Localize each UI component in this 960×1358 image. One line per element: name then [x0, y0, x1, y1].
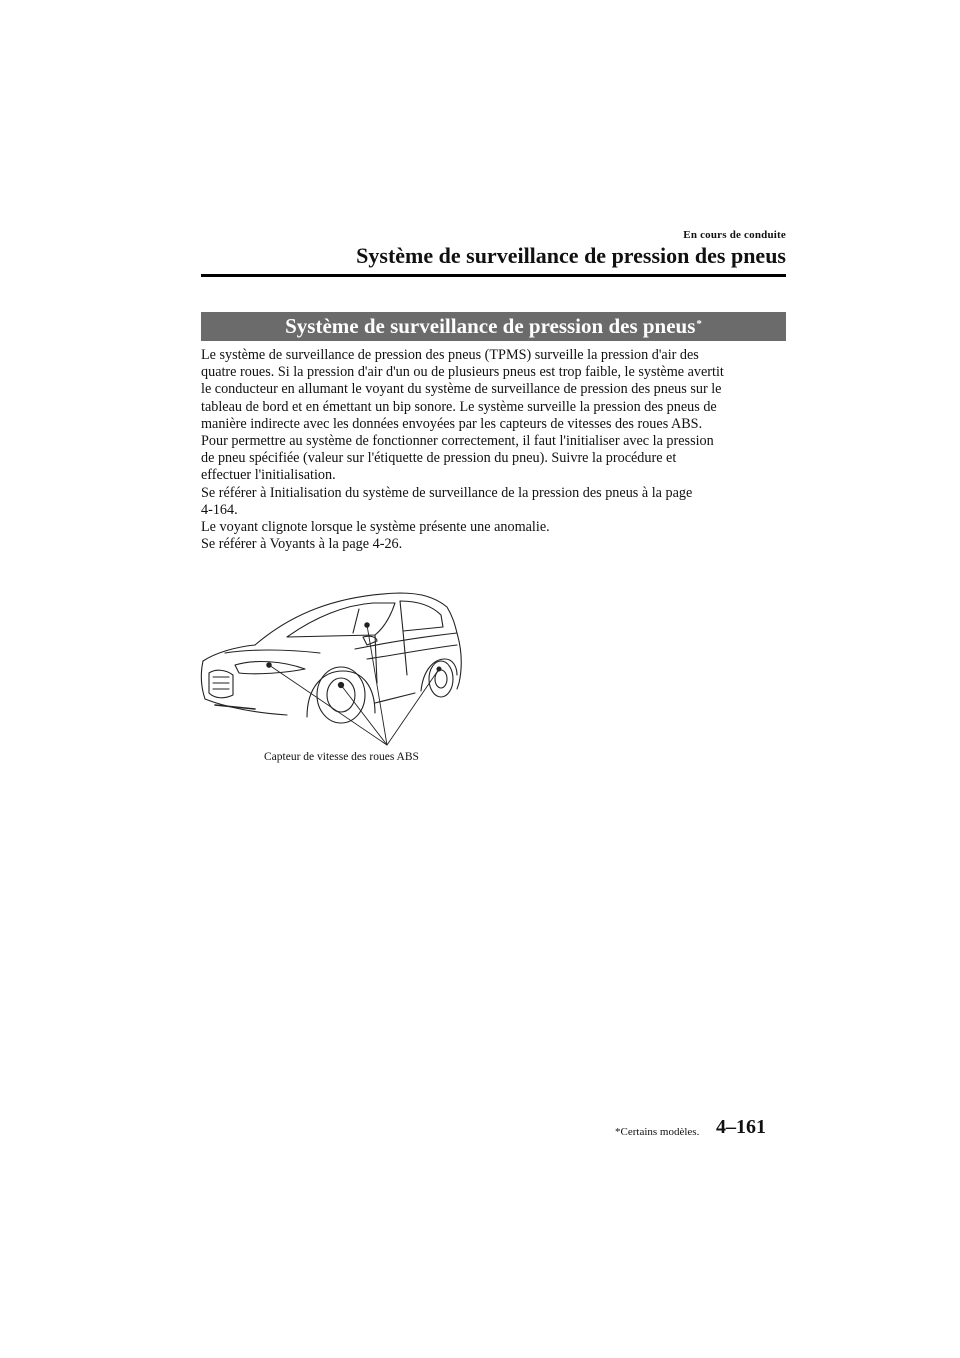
figure-caption: Capteur de vitesse des roues ABS [264, 751, 419, 763]
body-line: de pneu spécifiée (valeur sur l'étiquette de pression du pneu). Suivre la procédure et [201, 450, 677, 467]
running-header-title: Système de surveillance de pression des pneus [356, 243, 786, 268]
section-title-banner [201, 312, 786, 341]
optional-equipment-marker: * [696, 317, 702, 330]
body-paragraph [201, 347, 791, 553]
body-line: tableau de bord et en émettant un bip sonore. Le système surveille la pression des pneus de [201, 398, 717, 415]
header-divider [201, 274, 786, 277]
car-abs-sensor-illustration [195, 575, 475, 750]
body-line: manière indirecte avec les données envoyées par les capteurs de vitesses des roues ABS. [201, 415, 703, 432]
body-line: quatre roues. Si la pression d'air d'un ou de plusieurs pneus est trop faible, le système avertit [201, 364, 724, 381]
body-line: Le système de surveillance de pression des pneus (TPMS) surveille la pression d'air des [201, 347, 699, 363]
body-line: effectuer l'initialisation. [201, 467, 336, 484]
footnote-certain-models: *Certains modèles. [615, 1126, 700, 1138]
body-line: Le voyant clignote lorsque le système présente une anomalie. [201, 519, 550, 536]
body-line: 4-164. [201, 501, 238, 518]
running-header-kicker: En cours de conduite [683, 229, 786, 241]
body-line: Se référer à Initialisation du système de surveillance de la pression des pneus à la page [201, 484, 693, 501]
body-line: Pour permettre au système de fonctionner correctement, il faut l'initialiser avec la pression [201, 433, 714, 450]
page-number: 4–161 [716, 1116, 766, 1138]
body-line: le conducteur en allumant le voyant du système de surveillance de pression des pneus sur le [201, 381, 722, 398]
section-title: Système de surveillance de pression des pneus [285, 314, 696, 338]
body-line: Se référer à Voyants à la page 4-26. [201, 536, 403, 553]
